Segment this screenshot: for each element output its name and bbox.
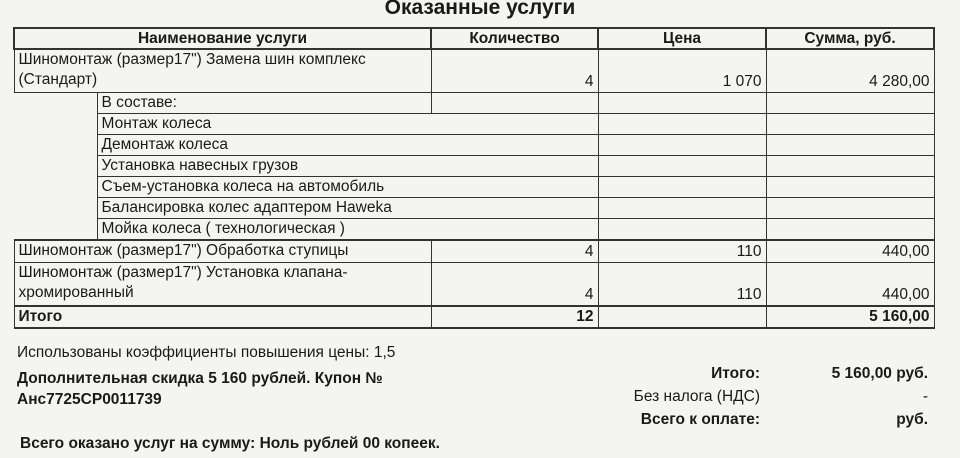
coefficients-note: Использованы коэффициенты повышения цены: 1,5: [17, 344, 396, 361]
total-sum: 5 160,00: [766, 306, 934, 328]
service-qty: 4: [431, 240, 598, 263]
table-header-row: [14, 28, 934, 49]
subservice-name: Установка навесных грузов: [97, 156, 598, 177]
service-sum: 440,00: [766, 240, 934, 263]
summary-total-label: Итого:: [711, 365, 760, 382]
total-qty: 12: [431, 306, 598, 328]
service-price: 110: [598, 263, 766, 307]
table-row: [14, 263, 934, 307]
summary-tax-label: Без налога (НДС): [633, 388, 760, 405]
summary-tax-value: -: [922, 388, 928, 405]
services-table: [13, 27, 935, 329]
subservice-name: Монтаж колеса: [97, 114, 598, 135]
header-sum: Сумма, руб.: [766, 28, 934, 49]
service-sum: 4 280,00: [766, 49, 934, 93]
subservice-name: Съем-установка колеса на автомобиль: [97, 177, 598, 198]
table-subrow: [14, 93, 934, 114]
header-service: Наименование услуги: [14, 28, 431, 49]
header-price: Цена: [598, 28, 766, 49]
table-subrow: [14, 156, 934, 177]
table-subrow: [14, 135, 934, 156]
table-row: [14, 49, 934, 93]
subservice-name: Балансировка колес адаптером Haweka: [97, 198, 598, 219]
header-quantity: Количество: [431, 28, 598, 49]
service-name: Шиномонтаж (размер17") Замена шин комплекс (Стандарт): [14, 49, 431, 93]
service-name: Шиномонтаж (размер17") Установка клапана-хромированный: [14, 263, 431, 307]
discount-note: Дополнительная скидка 5 160 рублей. Купон № Анс7725СР0011739: [17, 370, 383, 408]
service-price: 110: [598, 240, 766, 263]
table-row: [14, 240, 934, 263]
service-name: Шиномонтаж (размер17") Обработка ступицы: [14, 240, 431, 263]
total-label: Итого: [14, 306, 431, 328]
table-subrow: [14, 219, 934, 241]
amount-in-words: Всего оказано услуг на сумму: Ноль рублей 00 копеек.: [20, 435, 440, 452]
table-subrow: [14, 114, 934, 135]
service-sum: 440,00: [766, 263, 934, 307]
summary-pay-value: руб.: [896, 411, 928, 428]
service-qty: 4: [431, 263, 598, 307]
table-subrow: [14, 198, 934, 219]
summary-pay-label: Всего к оплате:: [640, 411, 760, 428]
service-qty: 4: [431, 49, 598, 93]
page-title: Оказанные услуги: [384, 0, 576, 19]
subservice-name: Демонтаж колеса: [97, 135, 598, 156]
subservice-name: Мойка колеса ( технологическая ): [97, 219, 598, 241]
subservice-name: В составе:: [97, 93, 431, 114]
total-row: [14, 306, 934, 328]
table-subrow: [14, 177, 934, 198]
service-price: 1 070: [598, 49, 766, 93]
summary-total-value: 5 160,00 руб.: [831, 365, 928, 382]
